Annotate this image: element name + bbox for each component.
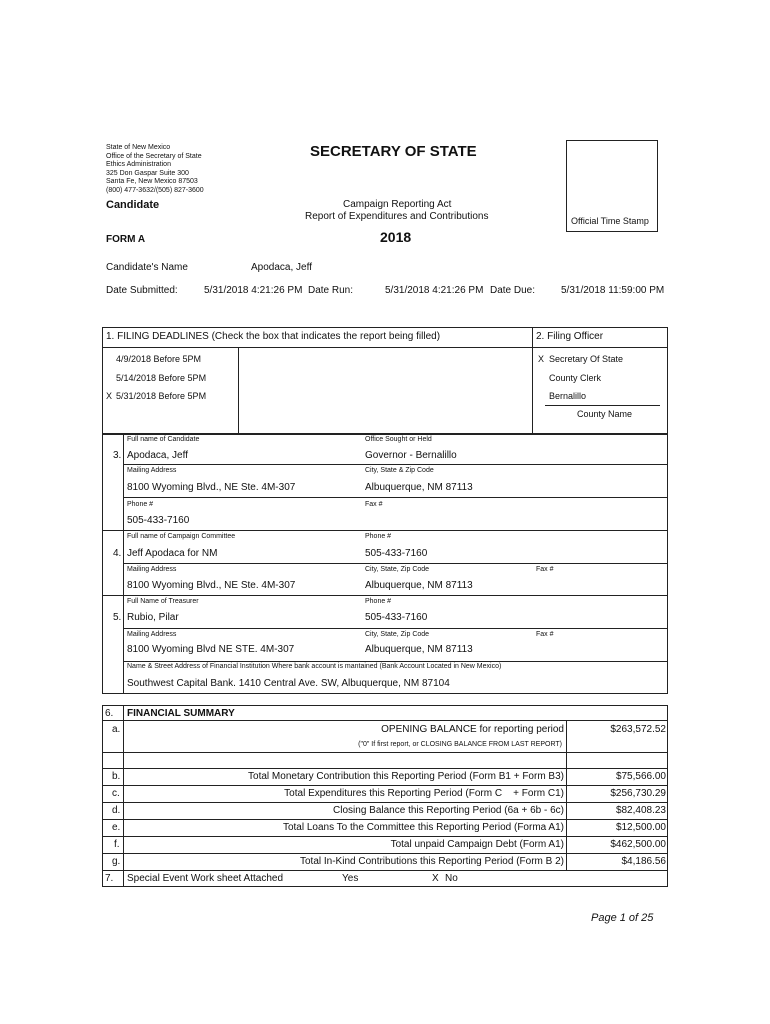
office-sought: Governor - Bernalillo [365,450,457,461]
summary-row-label: Total unpaid Campaign Debt (Form A1) [390,839,564,850]
summary-row-amount: $75,566.00 [615,771,666,782]
county-name-label: County Name [577,409,633,419]
address-line: (800) 477-3632/(505) 827-3600 [106,186,204,194]
row-letter: a. [112,724,121,735]
field-label: Full name of Campaign Committee [127,533,236,540]
candidate-city: Albuquerque, NM 87113 [365,482,473,493]
date-run-label: Date Run: [308,285,354,296]
field-label: City, State & Zip Code [365,467,434,474]
candidate-mailing-address: 8100 Wyoming Blvd., NE Ste. 4M-307 [127,482,296,493]
date-submitted-value: 5/31/2018 4:21:26 PM [204,285,303,296]
summary-row-label: Closing Balance this Reporting Period (6a + 6b - 6c) [333,805,564,816]
act-line-1: Campaign Reporting Act [343,199,452,210]
county-value: Bernalillo [549,391,587,401]
special-event-no-mark[interactable]: X [432,873,439,884]
field-label: Phone # [365,533,392,540]
deadline-label: 4/9/2018 Before 5PM [116,354,202,364]
agency-title: SECRETARY OF STATE [310,143,477,160]
section-number: 3. [113,450,122,461]
section-number: 5. [113,612,122,623]
candidate-label: Candidate [106,199,160,211]
field-label: City, State, Zip Code [365,631,430,638]
treasurer-city: Albuquerque, NM 87113 [365,644,473,655]
field-label: Name & Street Address of Financial Institution Where bank account is mantained (Bank Account Located in New Mexico) [127,663,502,670]
summary-row-amount: $256,730.29 [610,788,666,799]
filing-officer-title: 2. Filing Officer [536,331,604,342]
row-letter: d. [112,805,121,816]
section-number: 4. [113,548,122,559]
summary-row-amount: $462,500.00 [610,839,666,850]
field-label: Phone # [127,501,154,508]
field-label: Mailing Address [127,467,177,474]
date-submitted-label: Date Submitted: [106,285,178,296]
agency-address [106,144,204,196]
date-due-value: 5/31/2018 11:59:00 PM [561,285,665,296]
field-label: Phone # [365,598,392,605]
report-year: 2018 [380,229,412,245]
candidate-phone: 505-433-7160 [127,515,190,526]
committee-city: Albuquerque, NM 87113 [365,580,473,591]
summary-row-amount: $12,500.00 [615,822,666,833]
field-label: Fax # [536,631,554,638]
opening-balance-label: OPENING BALANCE for reporting period [381,724,564,735]
address-line: Santa Fe, New Mexico 87503 [106,178,198,186]
address-line: Office of the Secretary of State [106,152,202,160]
summary-row-label: Total Expenditures this Reporting Period (Form C + Form C1) [284,788,564,799]
date-due-label: Date Due: [490,285,536,296]
committee-phone: 505-433-7160 [365,548,428,559]
deadline-label: 5/31/2018 Before 5PM [116,391,207,401]
address-line: State of New Mexico [106,144,171,151]
special-event-yes[interactable]: Yes [342,873,359,884]
summary-row-amount: $4,186.56 [621,856,666,867]
treasurer-mailing-address: 8100 Wyoming Blvd NE STE. 4M-307 [127,644,295,655]
date-run-value: 5/31/2018 4:21:26 PM [385,285,484,296]
field-label: Full Name of Treasurer [127,598,199,605]
form-label: FORM A [106,234,146,245]
row-letter: g. [112,856,121,867]
page-number: Page 1 of 25 [591,912,654,924]
field-label: Office Sought or Held [365,436,432,443]
time-stamp-box [566,140,658,232]
address-line: 325 Don Gaspar Suite 300 [106,169,189,177]
summary-row-label: Total In-Kind Contributions this Reporting Period (Form B 2) [299,856,564,867]
summary-row-label: Total Monetary Contribution this Reporting Period (Form B1 + Form B3) [248,771,564,782]
deadline-checkbox-2[interactable]: X [106,391,113,401]
officer-checkbox-0[interactable]: X [538,354,545,364]
bank-name-address: Southwest Capital Bank. 1410 Central Ave. SW, Albuquerque, NM 87104 [127,678,450,689]
special-event-label: Special Event Work sheet Attached [127,873,284,884]
opening-balance-note: ("0" If first report, or CLOSING BALANCE FROM LAST REPORT) [358,741,562,748]
special-event-no: No [445,873,458,884]
committee-name: Jeff Apodaca for NM [127,548,218,559]
row-letter: c. [112,788,120,799]
field-label: City, State, Zip Code [365,566,430,573]
act-line-2: Report of Expenditures and Contributions [305,211,489,222]
row-letter: b. [112,771,121,782]
section-number: 6. [105,708,114,719]
field-label: Fax # [536,566,554,573]
candidate-name-label: Candidate's Name [106,262,188,273]
section-number: 7. [105,873,114,884]
row-letter: f. [114,839,120,850]
field-label: Mailing Address [127,631,177,638]
deadline-label: 5/14/2018 Before 5PM [116,373,207,383]
candidate-name-value: Apodaca, Jeff [251,262,312,273]
committee-mailing-address: 8100 Wyoming Blvd., NE Ste. 4M-307 [127,580,296,591]
treasurer-phone: 505-433-7160 [365,612,428,623]
filing-deadlines-title: 1. FILING DEADLINES (Check the box that indicates the report being filled) [106,331,441,342]
field-label: Mailing Address [127,566,177,573]
row-letter: e. [112,822,121,833]
field-label: Fax # [365,501,383,508]
time-stamp-label: Official Time Stamp [571,216,649,226]
address-line: Ethics Administration [106,161,171,169]
summary-row-amount: $82,408.23 [615,805,666,816]
field-label: Full name of Candidate [127,436,200,443]
officer-label: County Clerk [549,373,602,383]
summary-row-label: Total Loans To the Committee this Reporting Period (Forma A1) [282,822,564,833]
candidate-full-name: Apodaca, Jeff [127,450,188,461]
opening-balance-amount: $263,572.52 [610,724,666,735]
financial-summary-title: FINANCIAL SUMMARY [127,708,235,719]
treasurer-name: Rubio, Pilar [127,612,179,623]
officer-label: Secretary Of State [549,354,624,364]
